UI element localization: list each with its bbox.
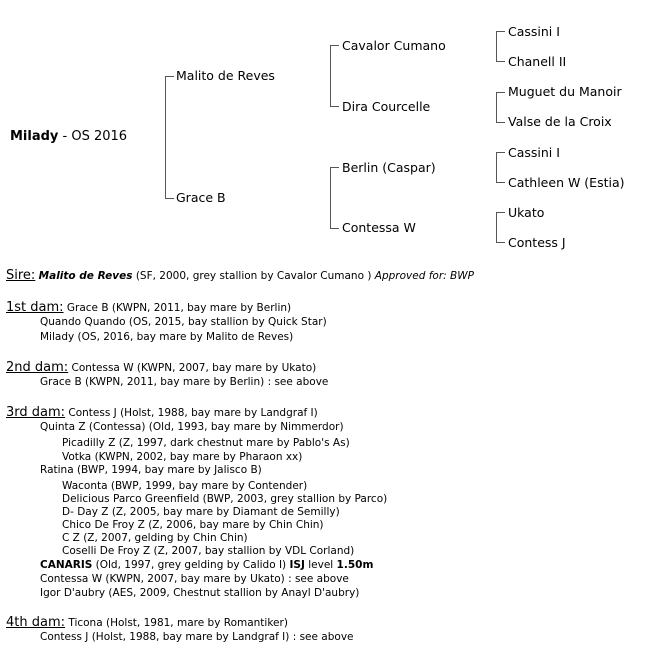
gen3-tick xyxy=(496,122,505,123)
gen2-bracket xyxy=(330,45,331,107)
gen3-tick xyxy=(496,92,505,93)
gen3-horse: Cassini I xyxy=(508,145,560,160)
dam3-offspring-canaris xyxy=(40,559,373,571)
root-horse-suffix: - OS 2016 xyxy=(58,129,128,144)
dam1-line xyxy=(6,300,291,315)
ratina-offspring: Chico De Froy Z (Z, 2006, bay mare by Chin Chin) xyxy=(62,519,324,531)
gen3-horse: Cassini I xyxy=(508,24,560,39)
gen2-tick xyxy=(330,228,339,229)
gen3-tick xyxy=(496,152,505,153)
gen3-horse: Valse de la Croix xyxy=(508,114,612,129)
dam3-offspring-ratina: Ratina (BWP, 1994, bay mare by Jalisco B) xyxy=(40,464,262,476)
dam-name: Grace B xyxy=(176,190,226,205)
gen1-tick xyxy=(165,76,174,77)
dam1-label: 1st dam: xyxy=(6,300,64,315)
gen2-horse: Dira Courcelle xyxy=(342,99,431,114)
canaris-name: CANARIS xyxy=(40,559,93,571)
gen3-horse: Cathleen W (Estia) xyxy=(508,175,625,190)
dam4-line xyxy=(6,615,288,630)
gen3-tick xyxy=(496,61,505,62)
canaris-level-value: 1.50m xyxy=(336,559,374,571)
gen2-bracket xyxy=(330,167,331,229)
gen2-horse: Contessa W xyxy=(342,220,416,235)
ratina-offspring: Waconta (BWP, 1999, bay mare by Contender) xyxy=(62,480,308,492)
gen2-tick xyxy=(330,167,339,168)
gen3-bracket xyxy=(496,31,497,62)
dam3-line xyxy=(6,405,318,420)
dam2-offspring: Grace B (KWPN, 2011, bay mare by Berlin) : see above xyxy=(40,376,329,388)
ratina-offspring: Coselli De Froy Z (Z, 2007, bay stallion by VDL Corland) xyxy=(62,545,355,557)
dam3-offspring-quinta: Quinta Z (Contessa) (Old, 1993, bay mare by Nimmerdor) xyxy=(40,421,344,433)
quinta-offspring: Votka (KWPN, 2002, bay mare by Pharaon xx) xyxy=(62,451,303,463)
dam2-label: 2nd dam: xyxy=(6,360,69,375)
quinta-offspring: Picadilly Z (Z, 1997, dark chestnut mare by Pablo's As) xyxy=(62,437,350,449)
sire-line-name: Malito de Reves xyxy=(38,270,133,282)
dam1-offspring: Quando Quando (OS, 2015, bay stallion by Quick Star) xyxy=(40,316,327,328)
ratina-offspring: C Z (Z, 2007, gelding by Chin Chin) xyxy=(62,532,248,544)
canaris-level-label: ISJ xyxy=(289,559,305,571)
dam1-offspring: Milady (OS, 2016, bay mare by Malito de Reves) xyxy=(40,331,294,343)
ratina-offspring: D- Day Z (Z, 2005, bay mare by Diamant de Semilly) xyxy=(62,506,340,518)
dam4-text: Ticona (Holst, 1981, mare by Romantiker) xyxy=(65,617,288,629)
gen1-tick xyxy=(165,198,174,199)
gen3-tick xyxy=(496,242,505,243)
root-horse xyxy=(10,129,127,144)
sire-details: (SF, 2000, grey stallion by Cavalor Cumano ) xyxy=(132,270,375,282)
ratina-offspring: Delicious Parco Greenfield (BWP, 2003, grey stallion by Parco) xyxy=(62,493,388,505)
gen3-horse: Muguet du Manoir xyxy=(508,84,622,99)
gen3-tick xyxy=(496,31,505,32)
gen3-bracket xyxy=(496,212,497,243)
dam3-offspring: Igor D'aubry (AES, 2009, Chestnut stallion by Anayl D'aubry) xyxy=(40,587,360,599)
sire-approved: Approved for: BWP xyxy=(374,270,474,282)
gen3-horse: Contess J xyxy=(508,235,566,250)
sire-label: Sire: xyxy=(6,268,36,283)
gen3-tick xyxy=(496,182,505,183)
dam2-line xyxy=(6,360,316,375)
dam1-text: Grace B (KWPN, 2011, bay mare by Berlin) xyxy=(63,302,292,314)
gen3-horse: Chanell II xyxy=(508,54,567,69)
dam2-text: Contessa W (KWPN, 2007, bay mare by Ukato) xyxy=(68,362,317,374)
dam4-label: 4th dam: xyxy=(6,615,66,630)
dam3-text: Contess J (Holst, 1988, bay mare by Landgraf I) xyxy=(65,407,318,419)
gen2-horse: Cavalor Cumano xyxy=(342,38,446,53)
dam4-offspring: Contess J (Holst, 1988, bay mare by Landgraf I) : see above xyxy=(40,631,354,643)
dam3-offspring: Contessa W (KWPN, 2007, bay mare by Ukato) : see above xyxy=(40,573,349,585)
gen1-bracket xyxy=(165,76,166,199)
gen2-horse: Berlin (Caspar) xyxy=(342,160,436,175)
dam3-label: 3rd dam: xyxy=(6,405,66,420)
canaris-details: (Old, 1997, grey gelding by Calido I) xyxy=(92,559,290,571)
canaris-level-text: level xyxy=(304,559,337,571)
root-horse-name: Milady xyxy=(10,129,59,144)
gen2-tick xyxy=(330,45,339,46)
gen3-bracket xyxy=(496,152,497,183)
gen3-bracket xyxy=(496,92,497,123)
gen2-tick xyxy=(330,106,339,107)
gen3-tick xyxy=(496,212,505,213)
gen3-horse: Ukato xyxy=(508,205,545,220)
sire-name: Malito de Reves xyxy=(176,68,275,83)
sire-line xyxy=(6,268,474,283)
